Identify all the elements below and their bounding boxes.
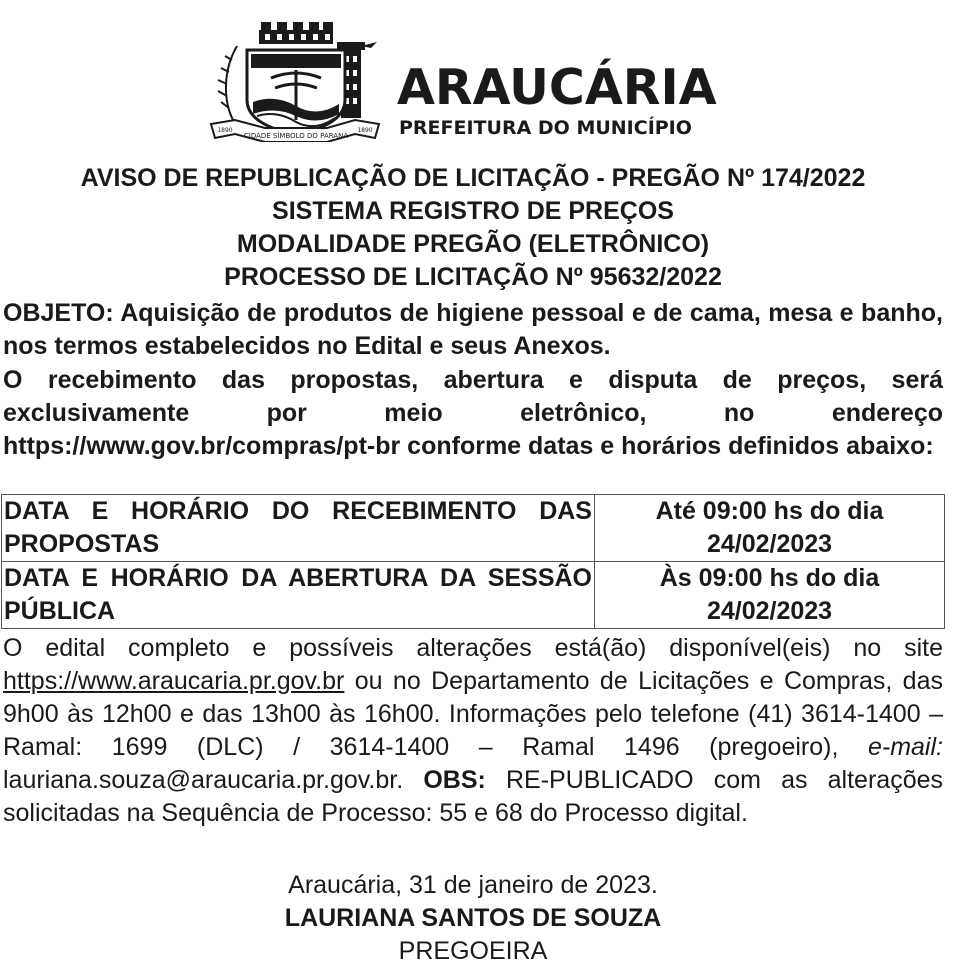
- coat-of-arms-logo: [205, 20, 385, 142]
- notice-titles: [0, 162, 946, 294]
- obs-label: OBS:: [423, 766, 486, 794]
- notice-title: AVISO DE REPUBLICAÇÃO DE LICITAÇÃO - PREGÃO Nº 174/2022: [80, 164, 866, 192]
- notice-subtitle-modality: MODALIDADE PREGÃO (ELETRÔNICO): [236, 230, 710, 258]
- header: [205, 20, 765, 142]
- brand-name: ARAUCÁRIA: [397, 59, 717, 116]
- email-label: e-mail:: [867, 733, 943, 761]
- notice-subtitle-process: PROCESSO DE LICITAÇÃO Nº 95632/2022: [224, 263, 722, 291]
- coat-left-year: 1890: [217, 127, 233, 134]
- email-address: lauriana.souza@araucaria.pr.gov.br.: [3, 766, 404, 794]
- objeto-paragraph: [3, 297, 943, 363]
- site-link[interactable]: https://www.araucaria.pr.gov.br: [3, 667, 345, 695]
- table-cell-value: [595, 562, 945, 629]
- table-cell-value-line: Às 09:00 hs do dia: [659, 564, 880, 592]
- signature-block: [0, 869, 946, 968]
- table-cell-label: DATA E HORÁRIO DO RECEBIMENTO DAS PROPOSTAS: [2, 495, 595, 562]
- objeto-text: Aquisição de produtos de higiene pessoal e de cama, mesa e banho, nos termos estabelecidos no Edital e seus Anexos.: [3, 299, 943, 360]
- obs-text: RE-PUBLICADO com as alterações solicitadas na Sequência de Processo: 55 e 68 do Processo digital.: [3, 766, 943, 827]
- signatory-role: PREGOEIRA: [398, 937, 548, 965]
- dates-table: [1, 494, 945, 629]
- table-row: [2, 495, 945, 562]
- table-cell-value-date: 24/02/2023: [706, 597, 833, 625]
- table-cell-label: DATA E HORÁRIO DA ABERTURA DA SESSÃO PÚBLICA: [2, 562, 595, 629]
- brand-subtitle: PREFEITURA DO MUNICÍPIO: [399, 117, 692, 139]
- objeto-label: OBJETO:: [3, 299, 114, 327]
- notice-subtitle-system: SISTEMA REGISTRO DE PREÇOS: [272, 197, 674, 225]
- coat-ribbon-text: CIDADE SÍMBOLO DO PARANÁ: [243, 132, 349, 140]
- place-date: Araucária, 31 de janeiro de 2023.: [288, 871, 658, 899]
- table-cell-value-date: 24/02/2023: [706, 530, 833, 558]
- table-cell-value: [595, 495, 945, 562]
- coat-right-year: 1890: [357, 127, 373, 134]
- info-paragraph: [3, 632, 943, 830]
- info-intro: O edital completo e possíveis alterações está(ão) disponível(eis) no site: [3, 634, 943, 662]
- recebimento-paragraph: O recebimento das propostas, abertura e disputa de preços, será exclusivamente por meio eletrônico, no endereço https://www.gov.br/compras/pt-br conforme datas e horários definidos abaixo:: [3, 366, 943, 460]
- table-cell-value-line: Até 09:00 hs do dia: [655, 497, 884, 525]
- signatory-name: LAURIANA SANTOS DE SOUZA: [284, 904, 662, 932]
- info-middle: ou no Departamento de Licitações e Compras, das 9h00 às 12h00 e das 13h00 às 16h00. Informações pelo telefone (41) 3614-1400 – Ramal: 1699 (DLC) / 3614-1400 – Ramal 1496 (pregoeiro),: [3, 667, 943, 761]
- table-row: [2, 562, 945, 629]
